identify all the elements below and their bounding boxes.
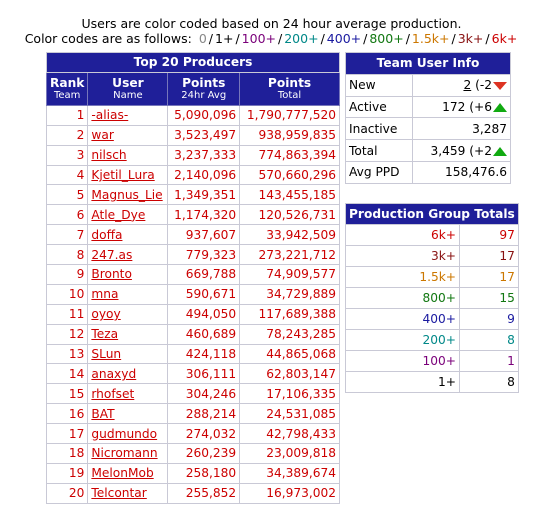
- team-inactive-label: Inactive: [346, 118, 413, 140]
- group-label: 800+: [346, 288, 460, 309]
- group-count: 97: [460, 225, 519, 246]
- group-count: 17: [460, 246, 519, 267]
- user-link[interactable]: Atle_Dye: [91, 207, 146, 222]
- table-row: [47, 165, 340, 185]
- user-cell: [88, 185, 168, 205]
- rank-cell: 10: [47, 284, 88, 304]
- top-producers-table: [46, 52, 340, 504]
- team-inactive-row: [346, 118, 511, 140]
- points-total-cell: 44,865,068: [240, 344, 340, 364]
- rank-cell: 6: [47, 205, 88, 225]
- user-cell: [88, 384, 168, 404]
- user-link[interactable]: Kjetil_Lura: [91, 168, 155, 182]
- points-avg-cell: 3,237,333: [168, 145, 240, 165]
- group-count: 9: [460, 309, 519, 330]
- points-total-cell: 34,389,674: [240, 463, 340, 483]
- points-avg-cell: 258,180: [168, 463, 240, 483]
- legend-separator: /: [451, 31, 456, 46]
- legend-codes: [198, 31, 518, 46]
- team-total-label: Total: [346, 140, 413, 162]
- team-total-value: 3,459: [430, 143, 466, 158]
- user-cell: [88, 404, 168, 424]
- points-total-cell: 17,106,335: [240, 384, 340, 404]
- user-cell: [88, 364, 168, 384]
- points-avg-cell: 260,239: [168, 444, 240, 464]
- points-total-cell: 1,790,777,520: [240, 105, 340, 125]
- team-new-link[interactable]: 2: [463, 78, 472, 93]
- rank-cell: 9: [47, 265, 88, 285]
- legend-separator: /: [235, 31, 240, 46]
- user-cell: [88, 444, 168, 464]
- legend-prefix: Color codes are as follows:: [24, 31, 192, 46]
- group-label: 100+: [346, 351, 460, 372]
- team-ppd-label: Avg PPD: [346, 161, 413, 183]
- group-row: [346, 246, 519, 267]
- decrease-arrow-icon: [493, 82, 507, 90]
- user-link[interactable]: 247.as: [91, 247, 133, 262]
- table-row: [47, 185, 340, 205]
- table-row: [47, 125, 340, 145]
- legend-code: 100+: [241, 31, 277, 46]
- rank-cell: 13: [47, 344, 88, 364]
- group-label: 3k+: [346, 246, 460, 267]
- rank-cell: 14: [47, 364, 88, 384]
- group-row: [346, 267, 519, 288]
- rank-cell: 15: [47, 384, 88, 404]
- group-count: 15: [460, 288, 519, 309]
- group-row: [346, 330, 519, 351]
- user-link[interactable]: nilsch: [91, 148, 127, 163]
- user-cell: [88, 284, 168, 304]
- user-cell: [88, 245, 168, 265]
- rank-cell: 7: [47, 225, 88, 245]
- header-description: Users are color coded based on 24 hour average production.: [81, 16, 462, 31]
- legend-separator: /: [278, 31, 283, 46]
- rank-cell: 3: [47, 145, 88, 165]
- groups-title: Production Group Totals: [346, 204, 519, 225]
- points-avg-cell: 1,349,351: [168, 185, 240, 205]
- rank-cell: 2: [47, 125, 88, 145]
- table-row: [47, 304, 340, 324]
- legend-separator: /: [485, 31, 490, 46]
- user-cell: [88, 165, 168, 185]
- points-avg-cell: 274,032: [168, 424, 240, 444]
- legend-code: 800+: [369, 31, 404, 46]
- team-new-change: (-2: [475, 78, 492, 93]
- rank-cell: 17: [47, 424, 88, 444]
- production-group-totals-table: [345, 203, 519, 393]
- color-code-legend: [0, 31, 543, 46]
- team-new-row: [346, 74, 511, 96]
- group-label: 1.5k+: [346, 267, 460, 288]
- user-link[interactable]: SLun: [91, 347, 122, 362]
- points-avg-cell: 1,174,320: [168, 205, 240, 225]
- table-row: [47, 324, 340, 344]
- user-cell: [88, 324, 168, 344]
- rank-cell: 12: [47, 324, 88, 344]
- points-avg-cell: 3,523,497: [168, 125, 240, 145]
- user-link[interactable]: mna: [91, 287, 119, 302]
- group-label: 400+: [346, 309, 460, 330]
- team-active-value: 172: [442, 99, 466, 114]
- legend-code: 200+: [284, 31, 319, 46]
- points-avg-cell: 424,118: [168, 344, 240, 364]
- points-total-cell: 120,526,731: [240, 205, 340, 225]
- rank-cell: 8: [47, 245, 88, 265]
- table-row: [47, 105, 340, 125]
- points-avg-cell: 669,788: [168, 265, 240, 285]
- points-total-cell: 33,942,509: [240, 225, 340, 245]
- legend-code: 400+: [326, 31, 362, 46]
- legend-code: 1.5k+: [411, 31, 450, 46]
- points-avg-cell: 288,214: [168, 404, 240, 424]
- rank-cell: 11: [47, 304, 88, 324]
- table-row: [47, 344, 340, 364]
- points-avg-cell: 2,140,096: [168, 165, 240, 185]
- rank-cell: 5: [47, 185, 88, 205]
- team-total-change: (+2: [469, 143, 492, 158]
- user-cell: [88, 105, 168, 125]
- user-link[interactable]: war: [91, 128, 114, 143]
- user-cell: [88, 145, 168, 165]
- user-link[interactable]: Magnus_Lie: [91, 187, 163, 202]
- points-total-cell: 117,689,388: [240, 304, 340, 324]
- legend-separator: /: [405, 31, 410, 46]
- points-avg-cell: 460,689: [168, 324, 240, 344]
- points-total-cell: 16,973,002: [240, 483, 340, 503]
- col-rank: Rank Team: [47, 72, 88, 105]
- points-total-cell: 23,009,818: [240, 444, 340, 464]
- points-avg-cell: 255,852: [168, 483, 240, 503]
- rank-cell: 4: [47, 165, 88, 185]
- legend-separator: /: [208, 31, 214, 46]
- points-total-cell: 62,803,147: [240, 364, 340, 384]
- team-ppd-row: [346, 161, 511, 183]
- user-link[interactable]: Nicromann: [91, 446, 158, 461]
- increase-arrow-icon: [493, 147, 507, 156]
- group-row: [346, 309, 519, 330]
- user-cell: [88, 304, 168, 324]
- table-row: [47, 424, 340, 444]
- legend-separator: /: [320, 31, 325, 46]
- table-row: [47, 205, 340, 225]
- table-row: [47, 225, 340, 245]
- team-info-title: Team User Info: [346, 53, 511, 75]
- user-cell: [88, 424, 168, 444]
- user-link[interactable]: Teza: [91, 327, 119, 342]
- legend-code: 0: [198, 31, 207, 46]
- legend-separator: /: [363, 31, 368, 46]
- table-row: [47, 145, 340, 165]
- table-row: [47, 364, 340, 384]
- points-avg-cell: 5,090,096: [168, 105, 240, 125]
- user-link[interactable]: Bronto: [91, 267, 132, 282]
- user-cell: [88, 205, 168, 225]
- col-points-avg: Points 24hr Avg: [168, 72, 240, 105]
- user-link[interactable]: gudmundo: [91, 426, 158, 441]
- user-cell: [88, 463, 168, 483]
- rank-cell: 16: [47, 404, 88, 424]
- rank-cell: 1: [47, 105, 88, 125]
- group-count: 17: [460, 267, 519, 288]
- team-active-change: (+6: [469, 99, 492, 114]
- user-link[interactable]: anaxyd: [91, 366, 137, 381]
- points-avg-cell: 306,111: [168, 364, 240, 384]
- table-row: [47, 384, 340, 404]
- team-new-label: New: [346, 74, 413, 96]
- points-total-cell: 143,455,185: [240, 185, 340, 205]
- table-row: [47, 404, 340, 424]
- group-label: 200+: [346, 330, 460, 351]
- table-row: [47, 483, 340, 503]
- group-count: 8: [460, 330, 519, 351]
- group-label: 1+: [346, 372, 460, 393]
- page-header: [0, 16, 543, 46]
- points-avg-cell: 590,671: [168, 284, 240, 304]
- points-avg-cell: 494,050: [168, 304, 240, 324]
- user-link[interactable]: Telcontar: [91, 486, 147, 501]
- user-link[interactable]: rhofset: [91, 386, 135, 401]
- points-avg-cell: 779,323: [168, 245, 240, 265]
- producers-column-headers: [47, 72, 340, 105]
- group-count: 1: [460, 351, 519, 372]
- group-label: 6k+: [346, 225, 460, 246]
- user-cell: [88, 265, 168, 285]
- col-user: User Name: [88, 72, 168, 105]
- increase-arrow-icon: [493, 103, 507, 112]
- group-row: [346, 351, 519, 372]
- legend-code: 3k+: [457, 31, 484, 46]
- team-user-info-table: [345, 52, 511, 184]
- user-cell: [88, 344, 168, 364]
- points-total-cell: 24,531,085: [240, 404, 340, 424]
- points-total-cell: 74,909,577: [240, 265, 340, 285]
- table-row: [47, 444, 340, 464]
- user-link[interactable]: doffa: [91, 227, 123, 242]
- team-active-label: Active: [346, 96, 413, 118]
- points-total-cell: 42,798,433: [240, 424, 340, 444]
- points-total-cell: 34,729,889: [240, 284, 340, 304]
- group-row: [346, 288, 519, 309]
- points-total-cell: 570,660,296: [240, 165, 340, 185]
- rank-cell: 20: [47, 483, 88, 503]
- points-total-cell: 938,959,835: [240, 125, 340, 145]
- user-link[interactable]: BAT: [91, 406, 115, 421]
- points-avg-cell: 304,246: [168, 384, 240, 404]
- group-count: 8: [460, 372, 519, 393]
- points-total-cell: 273,221,712: [240, 245, 340, 265]
- team-active-row: [346, 96, 511, 118]
- user-link[interactable]: -alias-: [91, 108, 129, 123]
- table-row: [47, 265, 340, 285]
- user-cell: [88, 483, 168, 503]
- points-total-cell: 78,243,285: [240, 324, 340, 344]
- group-row: [346, 372, 519, 393]
- rank-cell: 18: [47, 444, 88, 464]
- rank-cell: 19: [47, 463, 88, 483]
- legend-code: 6k+: [491, 31, 518, 46]
- user-link[interactable]: MelonMob: [91, 466, 154, 481]
- team-ppd-value: 158,476.6: [413, 161, 511, 183]
- table-row: [47, 284, 340, 304]
- points-total-cell: 774,863,394: [240, 145, 340, 165]
- legend-code: 1+: [215, 31, 234, 46]
- table-row: [47, 245, 340, 265]
- table-row: [47, 463, 340, 483]
- user-cell: [88, 225, 168, 245]
- user-cell: [88, 125, 168, 145]
- col-points-total: Points Total: [240, 72, 340, 105]
- producers-title: Top 20 Producers: [47, 53, 340, 73]
- team-inactive-value: 3,287: [413, 118, 511, 140]
- user-link[interactable]: oyoy: [91, 307, 121, 322]
- group-row: [346, 225, 519, 246]
- team-total-row: [346, 140, 511, 162]
- points-avg-cell: 937,607: [168, 225, 240, 245]
